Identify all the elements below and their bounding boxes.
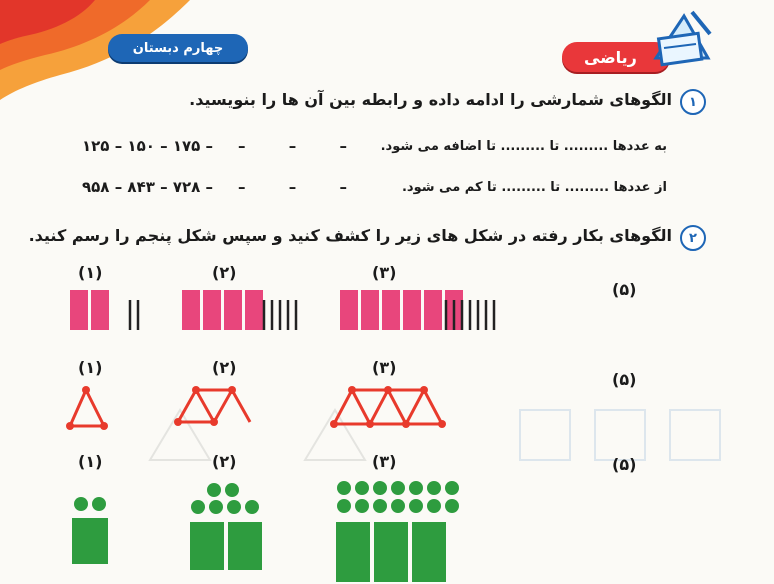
fig-a2-label: (۲) [212, 263, 237, 282]
q1-row1-label: به عددها ......... تا ......... تا اضافه می شود. [380, 139, 667, 154]
fig-a3-label: (۳) [372, 263, 397, 282]
question-2-number: ۲ [680, 225, 706, 251]
green-dot [355, 481, 369, 495]
green-dot [92, 497, 106, 511]
blank-dash: – [288, 137, 297, 155]
triangles-figure-3 [328, 382, 448, 432]
pink-bar [361, 290, 379, 330]
matchstick-head [366, 420, 374, 428]
green-square [374, 522, 408, 582]
question-2-title: الگوهای بکار رفته در شکل های زیر را کشف کنید و سپس شکل پنجم را رسم کنید. [28, 226, 672, 245]
pink-bar [70, 290, 88, 330]
fig-a1-label: (۱) [78, 263, 103, 282]
fig-b2-label: (۲) [212, 358, 237, 377]
green-dot [427, 481, 441, 495]
bars-figure-1 [70, 288, 150, 333]
green-dot [337, 481, 351, 495]
green-square [228, 522, 262, 570]
question-1-title: الگوهای شمارشی را ادامه داده و رابطه بین آن ها را بنویسید. [189, 90, 672, 109]
pink-bar [382, 290, 400, 330]
matchstick-head [384, 386, 392, 394]
matchstick-head [210, 418, 218, 426]
green-square [72, 518, 108, 564]
matchstick-head [228, 386, 236, 394]
matchstick-head [438, 420, 446, 428]
pink-bar [182, 290, 200, 330]
green-dot [445, 499, 459, 513]
matchstick-head [420, 386, 428, 394]
question-1-number: ۱ [680, 89, 706, 115]
green-dot [409, 499, 423, 513]
bars-figure-3-tallies [440, 288, 510, 333]
blank-dash: – [238, 178, 246, 196]
blank-dash: – [238, 137, 246, 155]
q1-row1-blanks [238, 137, 385, 155]
matchstick-head [174, 418, 182, 426]
matchstick-triangle [178, 390, 250, 422]
pink-bar [203, 290, 221, 330]
blank-dash: – [339, 137, 347, 155]
green-dot [373, 481, 387, 495]
matchstick-head [82, 386, 90, 394]
fig-b5-label: (۵) [612, 370, 637, 389]
matchstick-head [66, 422, 74, 430]
green-square [190, 522, 224, 570]
green-dot [245, 500, 259, 514]
green-dot [409, 481, 423, 495]
green-dot [209, 500, 223, 514]
triangles-figure-1 [64, 382, 114, 432]
fig-c2-label: (۲) [212, 452, 237, 471]
green-dot [445, 481, 459, 495]
green-dot [373, 499, 387, 513]
pink-bar [340, 290, 358, 330]
q1-row2-sequence: ۹۵۸ – ۸۴۳ – ۷۲۸ – [82, 178, 214, 196]
grade-badge: چهارم دبستان [108, 34, 248, 62]
green-dot [207, 483, 221, 497]
green-square [412, 522, 446, 582]
green-dot [225, 483, 239, 497]
dots-squares-figure-2 [188, 476, 268, 576]
green-dot [74, 497, 88, 511]
fig-c5-label: (۵) [612, 455, 637, 474]
fig-a5-label: (۵) [612, 280, 637, 299]
green-dot [427, 499, 441, 513]
q1-row1-sequence: ۱۲۵ – ۱۵۰ – ۱۷۵ – [82, 137, 214, 155]
matchstick-head [192, 386, 200, 394]
pink-bar [403, 290, 421, 330]
green-dot [355, 499, 369, 513]
blank-dash: – [339, 178, 347, 196]
matchstick-head [402, 420, 410, 428]
dots-squares-figure-3 [334, 474, 464, 584]
triangles-figure-2 [172, 382, 262, 432]
fig-b3-label: (۳) [372, 358, 397, 377]
q1-row2-label: از عددها ......... تا ......... تا کم می شود. [401, 180, 667, 195]
green-square [336, 522, 370, 582]
green-dot [227, 500, 241, 514]
matchstick-triangle [70, 390, 104, 426]
fig-c1-label: (۱) [78, 452, 103, 471]
green-dot [391, 481, 405, 495]
pink-bar [245, 290, 263, 330]
matchstick-triangle [334, 390, 442, 424]
matchstick-head [330, 420, 338, 428]
matchstick-head [100, 422, 108, 430]
blank-dash: – [288, 178, 297, 196]
green-dot [391, 499, 405, 513]
matchstick-head [348, 386, 356, 394]
q1-row2-blanks [238, 178, 385, 196]
green-dot [191, 500, 205, 514]
fig-b1-label: (۱) [78, 358, 103, 377]
bars-figure-2 [182, 288, 322, 333]
pink-bar [91, 290, 109, 330]
fig-c3-label: (۳) [372, 452, 397, 471]
pink-bar [224, 290, 242, 330]
subject-badge: ریاضی [562, 42, 670, 72]
dots-squares-figure-1 [70, 496, 120, 576]
green-dot [337, 499, 351, 513]
